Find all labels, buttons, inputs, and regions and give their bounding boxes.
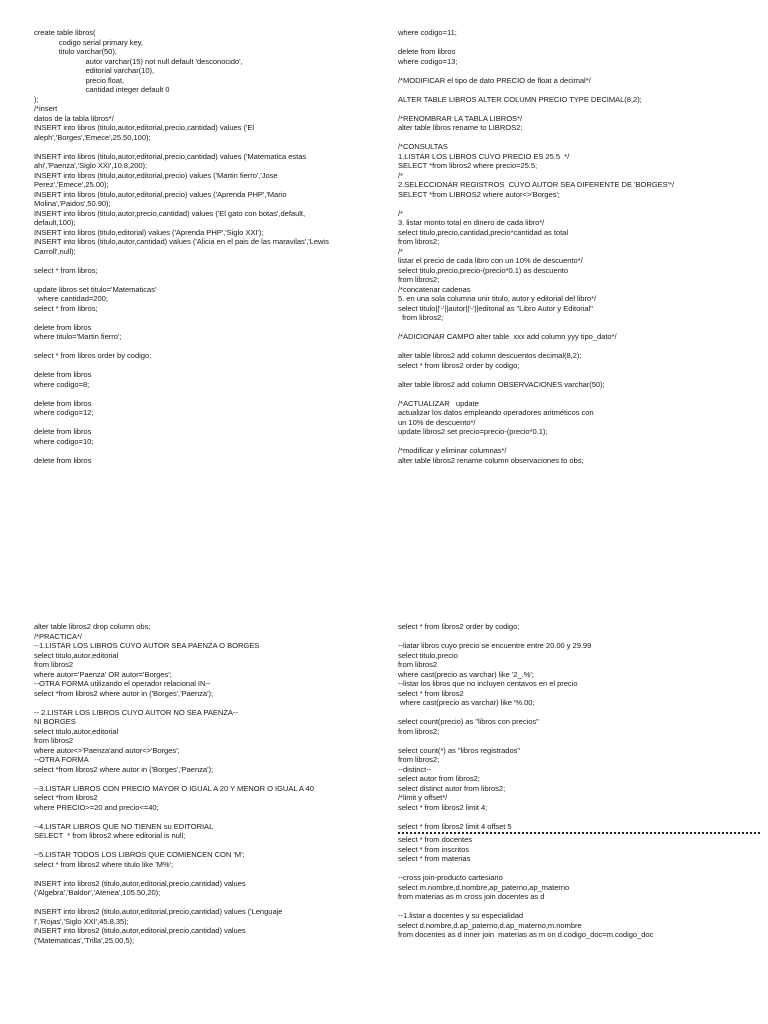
code-line: /*PRACTICA*/	[34, 631, 82, 641]
code-block	[34, 622, 379, 698]
code-column-bottom-left	[34, 622, 379, 945]
code-line: /*concatenar cadenas	[398, 284, 471, 294]
code-line: -- 2.LISTAR LOS LIBROS CUYO AUTOR NO SEA PAENZA--	[34, 707, 238, 717]
code-line: select titulo,autor,editorial	[34, 650, 119, 660]
code-block	[34, 28, 379, 142]
code-line: /*ADICIONAR CAMPO alter table xxx add column yyy tipo_dato*/	[398, 332, 617, 341]
code-block	[34, 907, 379, 945]
code-line: select * from libros2	[398, 688, 464, 698]
code-line: precio float,	[34, 75, 125, 85]
code-line: select * from libros;	[34, 303, 98, 313]
code-block	[398, 873, 743, 902]
code-block	[398, 911, 743, 940]
code-line: --5.LISTAR TODOS LOS LIBROS QUE COMIENCEN CON 'M';	[34, 850, 245, 859]
code-line: INSERT into libros2 (titulo,autor,editorial,precio,cantidad) values	[34, 926, 246, 935]
code-block	[34, 850, 379, 869]
code-line: from materias as m cross join docentes as d	[398, 892, 545, 901]
code-line: INSERT into libros (titulo,autor,cantidad) values ('Alicia en el pais de las maravilas','Lewis	[34, 237, 329, 246]
code-block	[34, 456, 379, 466]
code-line: INSERT into libros2 (titulo,autor,editorial,precio,cantidad) values	[34, 878, 246, 888]
code-line: 2.SELECCIONAR REGISTROS CUYO AUTOR SEA DIFERENTE DE 'BORGES'*/	[398, 180, 674, 189]
code-block	[34, 879, 379, 898]
code-line: update libros set titulo='Matematicas'	[34, 284, 157, 294]
code-line: --listar los libros que no incluyen centavos en el precio	[398, 679, 578, 688]
code-line: select * from materias	[398, 854, 471, 863]
code-block	[34, 708, 379, 775]
code-line: aleph','Borges','Emece',25.50,100);	[34, 132, 151, 142]
code-line: delete from libros	[34, 322, 92, 332]
code-block	[34, 822, 379, 841]
code-line: datos de la tabla libros*/	[34, 113, 114, 123]
code-line: /*modificar y eliminar columnas*/	[398, 446, 507, 455]
code-line: delete from libros	[34, 398, 92, 408]
code-column-top-left	[34, 28, 379, 465]
code-line: select * from libros2 where titulo like 'M%';	[34, 859, 174, 869]
code-line: Carroll',null);	[34, 246, 76, 256]
code-line: SELECT *from libros2 where precio=25.5;	[398, 161, 538, 170]
code-line: where autor<>'Paenza'and autor<>'Borges';	[34, 745, 180, 755]
dotted-separator	[398, 832, 760, 834]
code-line: delete from libros	[34, 427, 92, 436]
code-line: from libros2;	[398, 275, 440, 284]
code-line: INSERT into libros (titulo,autor,editorial,precio,cantidad) values ('El	[34, 123, 255, 132]
code-line: from libros2;	[398, 313, 444, 322]
code-line: /*limit y offset*/	[398, 793, 448, 802]
code-line: update libros2 set precio=precio-(precio*0.1);	[398, 427, 548, 436]
code-block	[398, 47, 743, 66]
code-line: select * from libros order by codigo;	[34, 351, 152, 360]
code-line: select titulo,precio	[398, 650, 458, 660]
code-line: un 10% de descuento*/	[398, 417, 476, 427]
code-line: alter table libros rename to LIBROS2;	[398, 123, 523, 132]
code-block	[34, 266, 379, 276]
code-line: --3.LISTAR LIBROS CON PRECIO MAYOR O IGUAL A 20 Y MENOR O IGUAL A 40	[34, 783, 314, 793]
code-line: --1.LISTAR LOS LIBROS CUYO AUTOR SEA PAENZA O BORGES	[34, 641, 260, 650]
code-line: /*	[398, 208, 403, 218]
code-line: select count(precio) as "libros con precios"	[398, 717, 539, 726]
code-line: /*insert	[34, 104, 58, 113]
code-line: INSERT into libros2 (titulo,autor,editorial,precio,cantidad) values ('Lenguaje	[34, 907, 283, 916]
code-block	[34, 351, 379, 361]
code-line: alter table libros2 rename column observaciones to obs;	[398, 455, 584, 465]
code-line: /*MODIFICAR el tipo de dato PRECIO de float a decimal*/	[398, 75, 591, 85]
code-line: where codigo=12;	[34, 408, 94, 417]
code-line: autor varchar(15) not null default 'desconocido',	[34, 56, 243, 66]
code-block	[398, 380, 743, 390]
code-line: --4.LISTAR LIBROS QUE NO TIENEN su EDITORIAL	[34, 821, 214, 831]
code-line: Perez','Emece',25.00);	[34, 180, 109, 189]
code-line: select count(*) as "libros registrados"	[398, 745, 521, 755]
code-line: select * from libros2 limit 4;	[398, 802, 488, 812]
code-line: where PRECIO>=20 and precio<=40;	[34, 802, 159, 812]
code-line: --OTRA FORMA utilizando el operador relacional IN--	[34, 679, 211, 688]
code-line: I','Rojas','Siglo XXI',45.8,35);	[34, 916, 129, 926]
code-column-bottom-right	[398, 622, 743, 940]
code-line: cantidad integer default 0	[34, 85, 170, 94]
code-block	[398, 746, 743, 813]
code-block	[398, 142, 743, 199]
code-block	[34, 370, 379, 389]
code-line: INSERT into libros (titulo,autor,editorial,precio,cantidad) values ('Matematica estas	[34, 151, 307, 161]
code-line: select * from libros2 order by codigo;	[398, 622, 520, 631]
code-line: ('Algebra','Baldor','Atenea',105.50,20);	[34, 888, 161, 897]
code-line: /*	[398, 246, 403, 256]
code-line: select titulo,precio,cantidad,precio*cantidad as total	[398, 227, 568, 237]
code-line: alter table libros2 add column descuentos decimal(8,2);	[398, 351, 582, 360]
code-column-top-right	[398, 28, 743, 465]
code-line: where codigo=11;	[398, 28, 457, 37]
code-line: select * from libros2 order by codigo;	[398, 360, 520, 370]
code-line: delete from libros	[398, 47, 456, 56]
code-line: select d.nombre,d.ap_paterno,d.ap_materno,m.nombre	[398, 920, 582, 930]
code-block	[398, 209, 743, 323]
code-line: where codigo=8;	[34, 379, 90, 389]
code-line: titulo varchar(50),	[34, 47, 117, 56]
code-block	[398, 28, 743, 38]
code-line: 5. en una sola columna unir titulo, autor y editorial del libro*/	[398, 294, 597, 303]
code-line: codigo serial primary key,	[34, 37, 143, 47]
code-line: where autor='Paenza' OR autor='Borges';	[34, 669, 172, 679]
code-line: where cast(precio as varchar) like '%.00;	[398, 698, 535, 707]
code-line: where codigo=10;	[34, 436, 94, 446]
code-block	[398, 76, 743, 86]
code-block	[34, 323, 379, 342]
code-block	[34, 784, 379, 813]
code-block	[398, 717, 743, 736]
code-line: where cantidad=200;	[34, 294, 108, 303]
code-line: ('Matematicas','Trilla',25.00,5);	[34, 935, 135, 945]
code-block	[34, 285, 379, 314]
code-line: );	[34, 94, 39, 104]
code-block	[34, 427, 379, 446]
code-line: select *from libros2 where autor in ('Borges','Paenza');	[34, 688, 214, 698]
code-line: from libros2	[34, 736, 74, 745]
code-block	[398, 622, 743, 632]
code-block	[398, 114, 743, 133]
code-line: select titulo,autor,editorial	[34, 726, 119, 736]
code-block	[34, 152, 379, 257]
code-line: select * from libros2 limit 4 offset 5	[398, 821, 512, 831]
code-line: select * from libros;	[34, 265, 98, 275]
code-line: where cast(precio as varchar) like '2_.%';	[398, 669, 534, 679]
code-block	[398, 641, 743, 708]
code-block	[34, 399, 379, 418]
code-line: select * from inscritos	[398, 844, 470, 854]
code-line: /*	[398, 170, 403, 180]
code-line: select m.nombre,d.nombre,ap_paterno,ap_materno	[398, 882, 570, 892]
code-line: --OTRA FORMA	[34, 755, 89, 764]
code-line: 3. listar monto total en dinero de cada libro*/	[398, 218, 545, 227]
code-line: Molina','Paidos',50.90);	[34, 199, 111, 208]
code-line: create table libros(	[34, 28, 96, 37]
code-line: default,100);	[34, 218, 76, 227]
code-line: select titulo,precio,precio-(precio*0.1) as descuento	[398, 265, 568, 275]
code-line: select *from libros2 where autor in ('Borges','Paenza');	[34, 764, 214, 774]
code-line: alter table libros2 drop column obs;	[34, 622, 151, 631]
code-block	[398, 822, 743, 832]
code-line: INSERT into libros (titulo,autor,editorial,precio) values ('Martin fierro','Jose	[34, 170, 278, 180]
code-block	[398, 446, 743, 465]
code-line: from docentes as d inner join materias as m on d.codigo_doc=m.codigo_doc	[398, 930, 654, 939]
code-line: 1.LISTAR LOS LIBROS CUYO PRECIO ES 25.5 */	[398, 151, 570, 161]
code-block	[398, 351, 743, 370]
code-line: INSERT into libros (titulo,autor,editorial,precio) values ('Aprenda PHP','Mario	[34, 189, 287, 199]
code-line: select * from docentes	[398, 835, 473, 844]
code-line: INSERT into libros (titulo,editorial) values ('Aprenda PHP','Siglo XXI');	[34, 227, 264, 237]
code-line: ALTER TABLE LIBROS ALTER COLUMN PRECIO TYPE DECIMAL(8,2);	[398, 94, 642, 104]
code-line: SELECT *from LIBROS2 where autor<>'Borges';	[398, 189, 560, 199]
code-line: --1.listar a docentes y su especialidad	[398, 911, 524, 920]
code-line: delete from libros	[34, 455, 92, 465]
code-block	[398, 95, 743, 105]
code-line: INSERT into libros (titulo,autor,precio,cantidad) values ('El gato con botas',default,	[34, 208, 305, 218]
code-block	[398, 835, 743, 864]
code-line: /*CONSULTAS	[398, 142, 448, 151]
code-line: from libros2;	[398, 755, 440, 764]
code-line: where titulo='Martin fierro';	[34, 332, 122, 341]
code-line: ahi','Paenza','Siglo XXI',10.8,200);	[34, 161, 148, 170]
code-line: from libros2	[398, 660, 438, 669]
code-line: select autor from libros2;	[398, 774, 480, 783]
code-block	[398, 332, 743, 342]
code-line: select *from libros2	[34, 793, 98, 802]
code-line: editorial varchar(10),	[34, 66, 155, 75]
code-line: from libros2;	[398, 237, 440, 246]
code-line: select distinct autor from libros2;	[398, 783, 506, 793]
code-line: where codigo=13;	[398, 56, 458, 66]
code-line: delete from libros	[34, 370, 92, 379]
code-line: --cross join-producto cartesiano	[398, 873, 503, 882]
code-line: --distinct--	[398, 764, 432, 774]
code-line: SELECT * from libros2 where editorial is null;	[34, 831, 186, 840]
code-line: from libros2	[34, 660, 74, 669]
code-line: select titulo||'-'||autor||'-'||editorial as "Libro Autor y Editorial"	[398, 303, 593, 313]
code-line: alter table libros2 add column OBSERVACIONES varchar(50);	[398, 379, 605, 389]
code-block	[398, 399, 743, 437]
code-line: actualizar los datos empleando operadores aritméticos con	[398, 408, 594, 417]
code-line: NI BORGES	[34, 717, 76, 726]
code-line: listar el precio de cada libro con un 10% de descuento*/	[398, 256, 583, 265]
code-line: /*ACTUALIZAR update	[398, 398, 479, 408]
code-line: --liatar libros cuyo precio se encuentre entre 20.00 y 29.99	[398, 641, 592, 650]
code-line: /*RENOMBRAR LA TABLA LIBROS*/	[398, 113, 523, 123]
code-line: from libros2;	[398, 726, 440, 736]
